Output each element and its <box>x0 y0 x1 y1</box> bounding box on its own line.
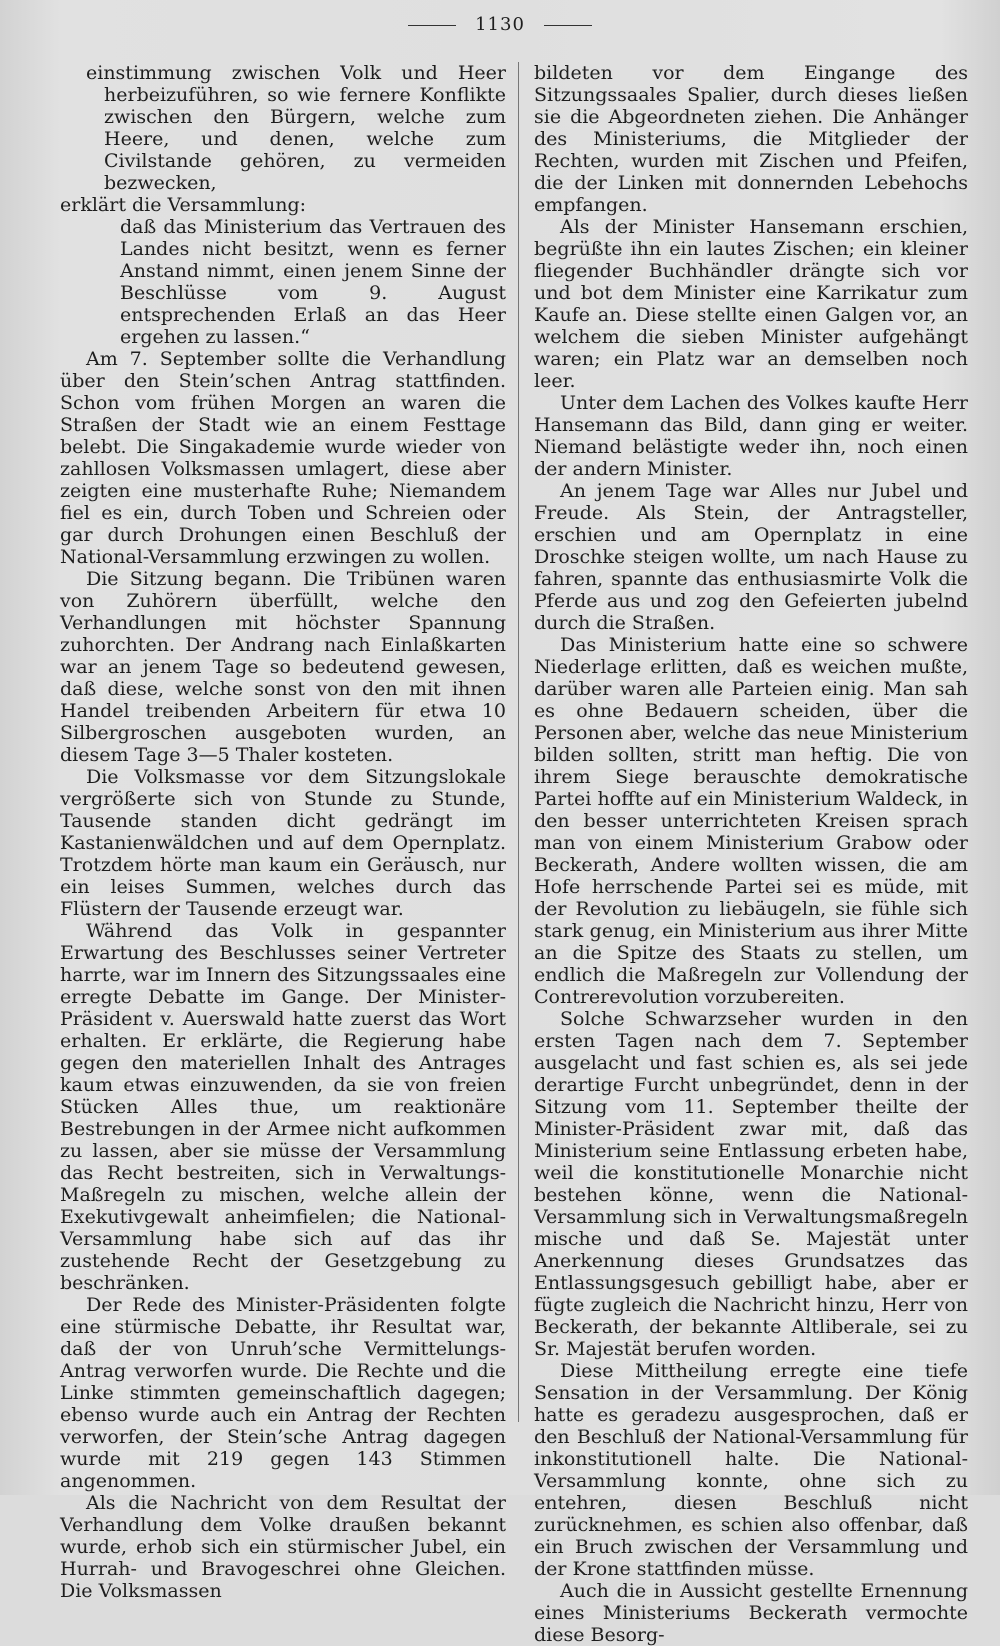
paragraph: bildeten vor dem Eingange des Sitzungssaales Spalier, durch dieses ließen sie die Abgeordneten ziehen. Die Anhänger des Ministeriums, die Mitglieder der Rechten, wurden mit Zischen und Pfeifen, die der Linken mit donnernden Lebehochs empfangen. <box>534 62 968 216</box>
paragraph: daß das Ministerium das Vertrauen des Landes nicht besitzt, wenn es ferner Anstand nimmt, einen jenem Sinne der Beschlüsse vom 9. August entsprechenden Erlaß an das Heer ergehen zu lassen.“ <box>120 216 506 348</box>
paragraph: Auch die in Aussicht gestellte Ernennung eines Ministeriums Beckerath vermochte diese Besorg- <box>534 1580 968 1646</box>
page-number: 1130 <box>475 14 525 35</box>
column-divider <box>518 62 519 1422</box>
paragraph: Während das Volk in gespannter Erwartung des Beschlusses seiner Vertreter harrte, war im Innern des Sitzungssaales eine erregte Debatte im Gange. Der Minister-Präsident v. Auerswald hatte zuerst das Wort erhalten. Er erklärte, die Regierung habe gegen den materiellen Inhalt des Antrages kaum etwas einzuwenden, da sie von freien Stücken Alles thue, um reaktionäre Bestrebungen in der Armee nicht aufkommen zu lassen, aber sie müsse der Versammlung das Recht bestreiten, sich in Verwaltungs-Maßregeln zu mischen, welche allein der Exekutivgewalt anheimfielen; die National-Versammlung habe sich auf das ihr zustehende Recht der Gesetzgebung zu beschränken. <box>60 920 506 1294</box>
page-header <box>0 14 1000 35</box>
paragraph: Das Ministerium hatte eine so schwere Niederlage erlitten, daß es weichen mußte, darüber waren alle Parteien einig. Man sah es ohne Bedauern scheiden, über die Personen aber, welche das neue Ministerium bilden sollten, stritt man heftig. Die von ihrem Siege berauschte demokratische Partei hoffte auf ein Ministerium Waldeck, in den besser unterrichteten Kreisen sprach man von einem Ministerium Grabow oder Beckerath, Andere wollten wissen, die am Hofe herrschende Partei sei es müde, mit der Revolution zu liebäugeln, sie fühle sich stark genug, ein Ministerium aus ihrer Mitte an die Spitze des Staats zu stellen, um endlich die Maßregeln zur Vollendung der Contrerevolution vorzubereiten. <box>534 634 968 1008</box>
paragraph: Die Sitzung begann. Die Tribünen waren von Zuhörern überfüllt, welche den Verhandlungen mit höchster Spannung zuhorchten. Der Andrang nach Einlaßkarten war an jenem Tage so bedeutend gewesen, daß diese, welche sonst von den mit ihnen Handel treibenden Arbeitern für etwa 10 Silbergroschen ausgeboten wurden, an diesem Tage 3—5 Thaler kosteten. <box>60 568 506 766</box>
paragraph: Als der Minister Hansemann erschien, begrüßte ihn ein lautes Zischen; ein kleiner fliegender Buchhändler drängte sich vor und bot dem Minister eine Karrikatur zum Kaufe an. Diese stellte einen Galgen vor, an welchem die sieben Minister aufgehängt waren; ein Platz war an demselben noch leer. <box>534 216 968 392</box>
header-rule-left <box>408 25 456 26</box>
left-column <box>60 62 506 1602</box>
paragraph: Der Rede des Minister-Präsidenten folgte eine stürmische Debatte, ihr Resultat war, daß der von Unruh’sche Vermittelungs-Antrag verworfen wurde. Die Rechte und die Linke stimmten gemeinschaftlich dagegen; ebenso wurde auch ein Antrag der Rechten verworfen, der Stein’sche Antrag dagegen wurde mit 219 gegen 143 Stimmen angenommen. <box>60 1294 506 1492</box>
paragraph: Diese Mittheilung erregte eine tiefe Sensation in der Versammlung. Der König hatte es geradezu ausgesprochen, daß er den Beschluß der National-Versammlung für inkonstitutionell halte. Die National-Versammlung konnte, ohne sich zu entehren, diesen Beschluß nicht zurücknehmen, es schien also offenbar, daß ein Bruch zwischen der Versammlung und der Krone stattfinden müsse. <box>534 1360 968 1580</box>
header-rule-right <box>544 25 592 26</box>
paragraph: erklärt die Versammlung: <box>60 194 307 216</box>
paragraph: einstimmung zwischen Volk und Heer herbeizuführen, so wie fernere Konflikte zwischen den Bürgern, welche zum Heere, und denen, welche zum Civilstande gehören, zu vermeiden bezwecken, <box>86 62 506 194</box>
paragraph: Als die Nachricht von dem Resultat der Verhandlung dem Volke draußen bekannt wurde, erhob sich ein stürmischer Jubel, ein Hurrah- und Bravogeschrei ohne Gleichen. Die Volksmassen <box>60 1492 506 1602</box>
paragraph: Am 7. September sollte die Verhandlung über den Stein’schen Antrag stattfinden. Schon vom frühen Morgen an waren die Straßen der Stadt wie an einem Festtage belebt. Die Singakademie wurde wieder von zahllosen Volksmassen umlagert, diese aber zeigten eine musterhafte Ruhe; Niemandem fiel es ein, durch Toben und Schreien oder gar durch Drohungen einen Beschluß der National-Versammlung erzwingen zu wollen. <box>60 348 506 568</box>
paragraph: Die Volksmasse vor dem Sitzungslokale vergrößerte sich von Stunde zu Stunde, Tausende standen dicht gedrängt im Kastanienwäldchen und auf dem Opernplatz. Trotzdem hörte man kaum ein Geräusch, nur ein leises Summen, welches durch das Flüstern der Tausende erzeugt war. <box>60 766 506 920</box>
paragraph: An jenem Tage war Alles nur Jubel und Freude. Als Stein, der Antragsteller, erschien und am Opernplatz in eine Droschke steigen wollte, um nach Hause zu fahren, spannte das enthusiasmirte Volk die Pferde aus und zog den Gefeierten jubelnd durch die Straßen. <box>534 480 968 634</box>
paragraph: Solche Schwarzseher wurden in den ersten Tagen nach dem 7. September ausgelacht und fast schien es, als sei jede derartige Furcht unbegründet, denn in der Sitzung vom 11. September theilte der Minister-Präsident zwar mit, daß das Ministerium seine Entlassung erbeten habe, weil die konstitutionelle Monarchie nicht bestehen könne, wenn die National-Versammlung sich in Verwaltungsmaßregeln mische und daß Se. Majestät unter Anerkennung dieses Grundsatzes das Entlassungsgesuch gebilligt habe, aber er fügte zugleich die Nachricht hinzu, Herr von Beckerath, der bekannte Altliberale, sei zu Sr. Majestät berufen worden. <box>534 1008 968 1360</box>
right-column <box>534 62 968 1646</box>
paragraph: Unter dem Lachen des Volkes kaufte Herr Hansemann das Bild, dann ging er weiter. Niemand belästigte weder ihn, noch einen der andern Minister. <box>534 392 968 480</box>
